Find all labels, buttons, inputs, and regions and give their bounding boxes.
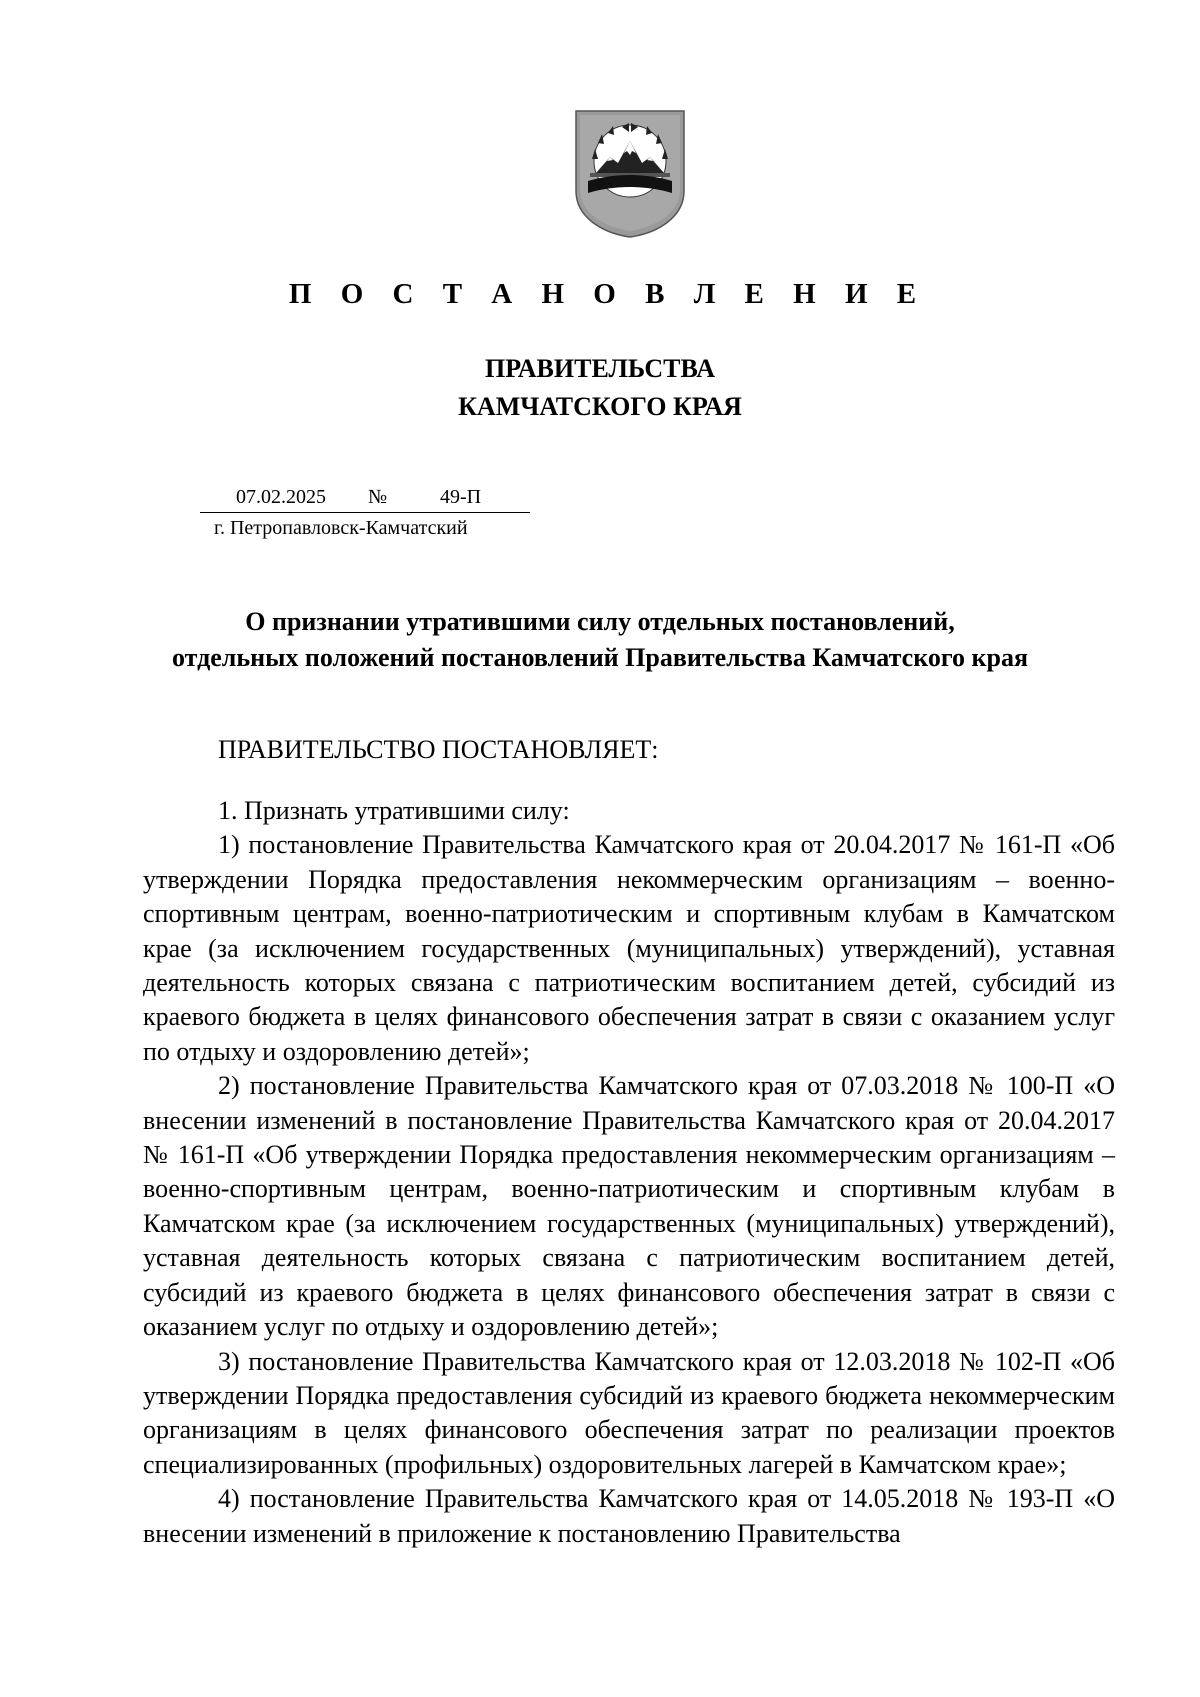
paragraph-4: 4) постановление Правительства Камчатского края от 14.05.2018 № 193-П «О внесении изменений в приложение к постановлению Правительства <box>143 1484 1115 1548</box>
authority-line-1: ПРАВИТЕЛЬСТВА <box>485 354 715 383</box>
document-meta <box>200 486 530 540</box>
subject-line-2: отдельных положений постановлений Правительства Камчатского края <box>171 643 1029 672</box>
document-body <box>143 794 1115 1551</box>
issuing-authority <box>0 350 1200 426</box>
number-sign: № <box>368 486 388 508</box>
paragraph-1: 1) постановление Правительства Камчатского края от 20.04.2017 № 161-П «Об утверждении Порядка предоставления некоммерческим организациям – военно-спортивным центрам, военно-патриотическим и спортивным клубам в Камчатском крае (за исключением государственных (муниципальных) утверждений), уставная деятельность которых связана с патриотическим воспитанием детей, субсидий из краевого бюджета в целях финансового обеспечения затрат в связи с оказанием услуг по отдыху и оздоровлению детей»; <box>143 830 1115 1066</box>
document-type-title: П О С Т А Н О В Л Е Н И Е <box>288 278 928 310</box>
authority-line-2: КАМЧАТСКОГО КРАЯ <box>458 392 742 421</box>
item-1-intro: 1. Признать утратившими силу: <box>218 796 570 825</box>
document-city: г. Петропавловск-Камчатский <box>214 517 468 539</box>
paragraph-2: 2) постановление Правительства Камчатского края от 07.03.2018 № 100-П «О внесении изменений в постановление Правительства Камчатского края от 20.04.2017 № 161-П «Об утверждении Порядка предоставления некоммерческим организациям – военно-спортивным центрам, военно-патриотическим и спортивным клубам в Камчатском крае (за исключением государственных (муниципальных) утверждений), уставная деятельность которых связана с патриотическим воспитанием детей, субсидий из краевого бюджета в целях финансового обеспечения затрат в связи с оказанием услуг по отдыху и оздоровлению детей»; <box>143 1071 1115 1342</box>
document-number: 49-П <box>440 486 482 508</box>
paragraph-3: 3) постановление Правительства Камчатского края от 12.03.2018 № 102-П «Об утверждении Порядка предоставления субсидий из краевого бюджета некоммерческим организациям в целях финансового обеспечения затрат по реализации проектов специализированных (профильных) оздоровительных лагерей в Камчатском крае»; <box>143 1346 1115 1479</box>
kamchatka-coat-of-arms-icon <box>574 109 686 239</box>
decree-phrase: ПРАВИТЕЛЬСТВО ПОСТАНОВЛЯЕТ: <box>218 735 659 764</box>
date-number-line <box>200 486 530 513</box>
subject-line-1: О признании утратившими силу отдельных постановлений, <box>245 607 955 636</box>
document-subject <box>0 604 1200 676</box>
document-date: 07.02.2025 <box>236 486 326 508</box>
